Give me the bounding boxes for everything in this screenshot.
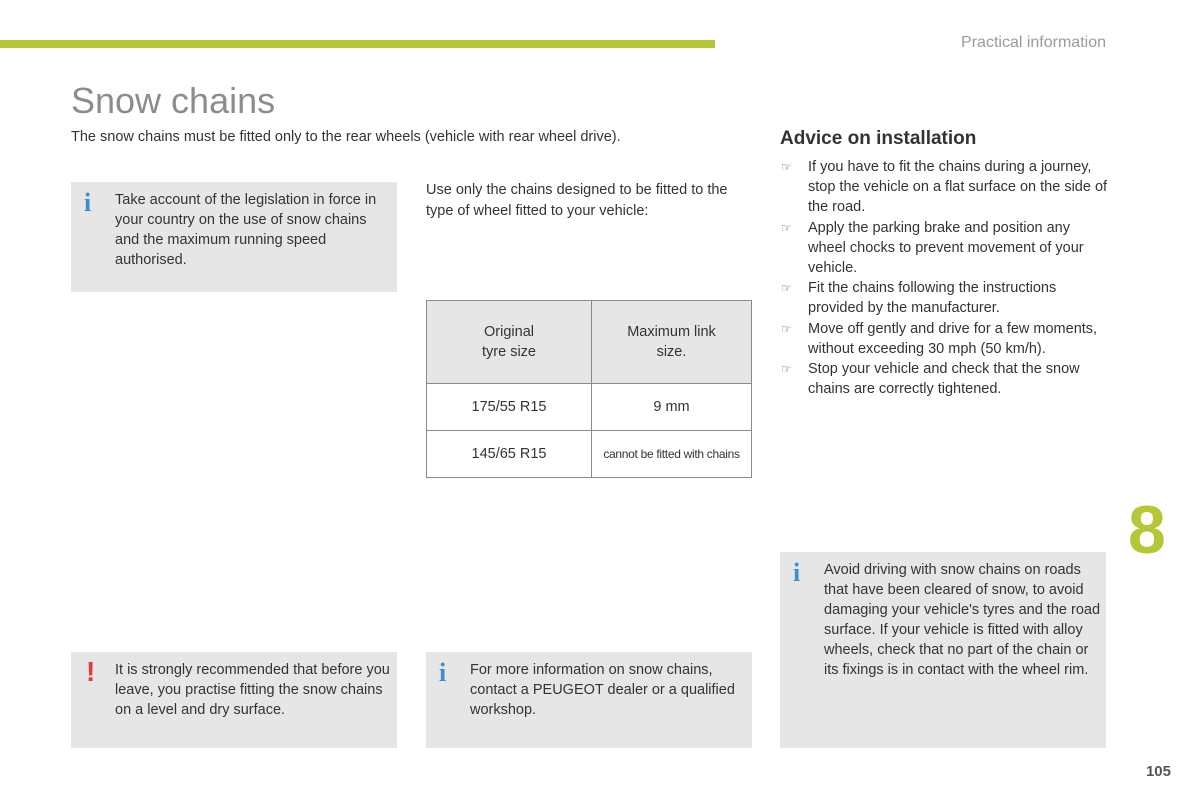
legislation-note-text: Take account of the legislation in force in your country on the use of snow chains and the maximum running speed authorised.	[115, 192, 377, 268]
table-cell: cannot be fitted with chains	[592, 431, 752, 478]
tyre-size-table	[426, 300, 752, 478]
table-row	[427, 384, 752, 431]
table-header-link-size: Maximum link size.	[592, 301, 752, 384]
section-title: Practical information	[961, 34, 1106, 51]
more-info-text: For more information on snow chains, contact a PEUGEOT dealer or a qualified workshop.	[470, 662, 735, 718]
practise-warning	[71, 652, 397, 748]
advice-steps	[780, 157, 1110, 399]
header-accent-bar	[0, 40, 715, 48]
intro-text: The snow chains must be fitted only to the rear wheels (vehicle with rear wheel drive).	[71, 129, 621, 145]
table-row	[427, 431, 752, 478]
table-header-tyre-size: Original tyre size	[427, 301, 592, 384]
list-item: ☞ Fit the chains following the instructions provided by the manufacturer.	[781, 280, 1057, 317]
practise-warning-text: It is strongly recommended that before you leave, you practise fitting the snow chains on a level and dry surface.	[115, 662, 390, 718]
list-item: ☞ Stop your vehicle and check that the snow chains are correctly tightened.	[781, 361, 1080, 398]
avoid-note-text: Avoid driving with snow chains on roads that have been cleared of snow, to avoid damaging your vehicle's tyres and the road surface. If your vehicle is fitted with alloy wheels, check that no part of the chain or its fixings is in contact with the wheel rim.	[824, 562, 1101, 678]
chains-instructions: Use only the chains designed to be fitted to the type of wheel fitted to your vehicle:	[426, 182, 728, 219]
pointing-hand-icon: ☞	[781, 362, 792, 377]
info-icon: i	[84, 188, 92, 217]
legislation-note	[71, 182, 397, 292]
pointing-hand-icon: ☞	[781, 281, 792, 296]
list-item: ☞ Move off gently and drive for a few moments, without exceeding 30 mph (50 km/h).	[781, 320, 1098, 357]
more-info-note	[426, 652, 752, 748]
table-header-row	[427, 301, 752, 384]
table-cell: 145/65 R15	[427, 431, 592, 478]
pointing-hand-icon: ☞	[781, 220, 792, 235]
info-icon: i	[793, 558, 801, 587]
advice-heading: Advice on installation	[780, 128, 977, 149]
chapter-number: 8	[1128, 492, 1166, 568]
warning-icon: !	[86, 656, 96, 687]
page-number: 105	[1145, 763, 1171, 780]
table-cell: 9 mm	[592, 384, 752, 431]
avoid-note	[780, 552, 1106, 748]
pointing-hand-icon: ☞	[781, 160, 792, 174]
list-item: ☞ If you have to fit the chains during a journey, stop the vehicle on a flat surface on the side of the road.	[781, 159, 1108, 216]
pointing-hand-icon: ☞	[781, 321, 792, 336]
table-cell: 175/55 R15	[427, 384, 592, 431]
page-title: Snow chains	[71, 80, 276, 121]
info-icon: i	[439, 658, 447, 687]
list-item: ☞ Apply the parking brake and position any wheel chocks to prevent movement of your vehicle.	[781, 219, 1084, 277]
